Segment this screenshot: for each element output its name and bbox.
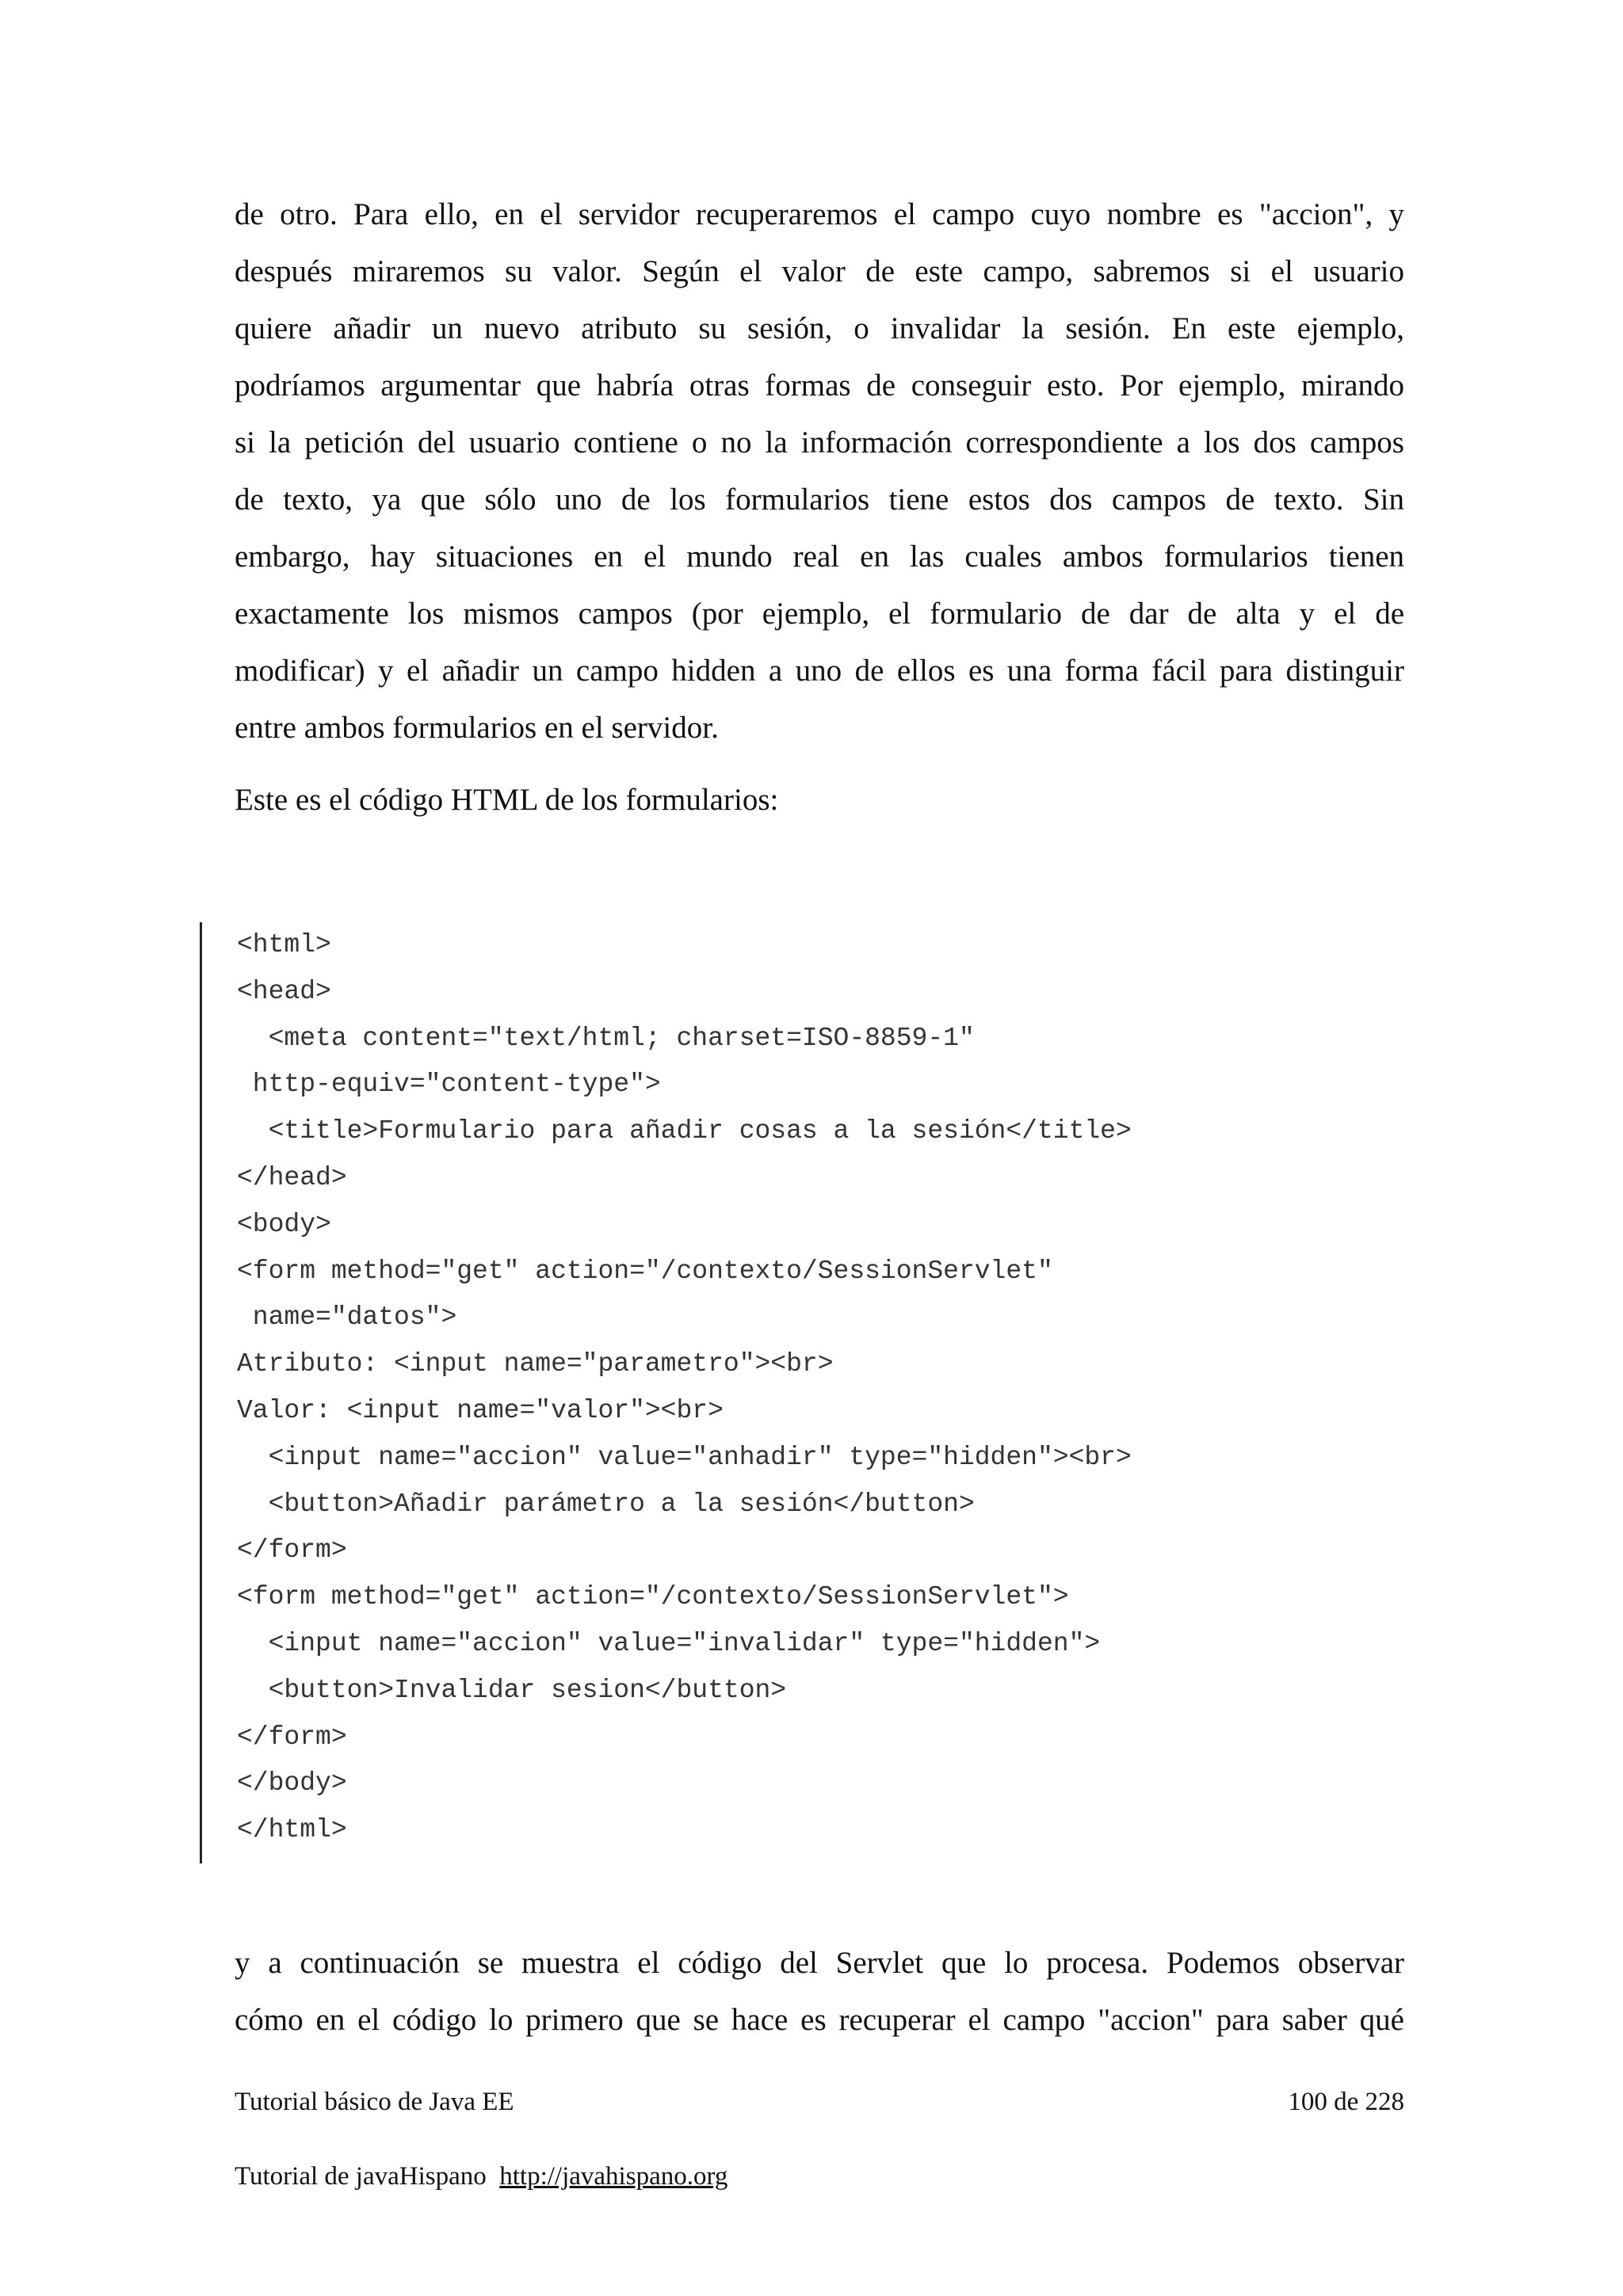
code-line: <head>: [237, 976, 331, 1006]
code-listing: [237, 922, 1132, 1854]
footer-page-number: 100 de 228: [1288, 2088, 1404, 2116]
code-block: [200, 922, 1407, 1863]
paragraph-line: si la petición del usuario contiene o no la información correspondiente a los dos campos: [235, 425, 1404, 460]
code-line: <html>: [237, 930, 331, 959]
code-line: </html>: [237, 1815, 347, 1845]
code-line: <form method="get" action="/contexto/SessionServlet">: [237, 1582, 1069, 1612]
code-line: name="datos">: [237, 1302, 457, 1333]
footer-publisher-text: Tutorial de javaHispano: [235, 2162, 487, 2191]
code-line: <meta content="text/html; charset=ISO-8859-1": [237, 1023, 975, 1053]
paragraph-line: quiere añadir un nuevo atributo su sesión, o invalidar la sesión. En este ejemplo,: [235, 311, 1404, 345]
code-line: http-equiv="content-type">: [237, 1070, 661, 1100]
body-paragraph-1: [235, 186, 1404, 757]
paragraph-line: entre ambos formularios en el servidor.: [235, 711, 719, 745]
code-line: </form>: [237, 1535, 347, 1566]
code-line: <input name="accion" value="anhadir" type="hidden"><br>: [237, 1442, 1132, 1472]
paragraph-line: podríamos argumentar que habría otras formas de conseguir esto. Por ejemplo, mirando: [235, 368, 1404, 402]
code-line: </head>: [237, 1162, 347, 1192]
paragraph-line: cómo en el código lo primero que se hace es recuperar el campo "accion" para saber qué: [235, 2003, 1404, 2037]
code-line: </form>: [237, 1722, 347, 1752]
code-line: <input name="accion" value="invalidar" type="hidden">: [237, 1628, 1101, 1658]
code-line: <form method="get" action="/contexto/SessionServlet": [237, 1256, 1053, 1286]
code-line: </body>: [237, 1768, 347, 1798]
code-line: <button>Invalidar sesion</button>: [237, 1675, 787, 1705]
code-intro-text: [235, 772, 1404, 829]
paragraph-line: embargo, hay situaciones en el mundo real en las cuales ambos formularios tienen: [235, 540, 1404, 574]
code-line: <title>Formulario para añadir cosas a la sesión</title>: [237, 1116, 1132, 1146]
paragraph-line: después miraremos su valor. Según el valor de este campo, sabremos si el usuario: [235, 254, 1404, 288]
code-line: <body>: [237, 1209, 331, 1239]
paragraph-line: de texto, ya que sólo uno de los formularios tiene estos dos campos de texto. Sin: [235, 482, 1404, 517]
code-line: <button>Añadir parámetro a la sesión</button>: [237, 1489, 975, 1519]
footer-publisher: [235, 2161, 727, 2192]
paragraph-line: exactamente los mismos campos (por ejemplo, el formulario de dar de alta y el de: [235, 597, 1404, 631]
paragraph-line: de otro. Para ello, en el servidor recuperaremos el campo cuyo nombre es "accion", y: [235, 197, 1404, 231]
footer-book-title: Tutorial básico de Java EE: [235, 2088, 514, 2116]
paragraph-line: Este es el código HTML de los formularios:: [235, 783, 779, 817]
paragraph-line: modificar) y el añadir un campo hidden a uno de ellos es una forma fácil para distinguir: [235, 654, 1404, 688]
footer-publisher-link[interactable]: http://javahispano.org: [499, 2162, 728, 2191]
code-line: Atributo: <input name="parametro"><br>: [237, 1349, 834, 1379]
paragraph-line: y a continuación se muestra el código del Servlet que lo procesa. Podemos observar: [235, 1946, 1404, 1980]
code-line: Valor: <input name="valor"><br>: [237, 1395, 724, 1425]
body-paragraph-2: [235, 1935, 1404, 2049]
